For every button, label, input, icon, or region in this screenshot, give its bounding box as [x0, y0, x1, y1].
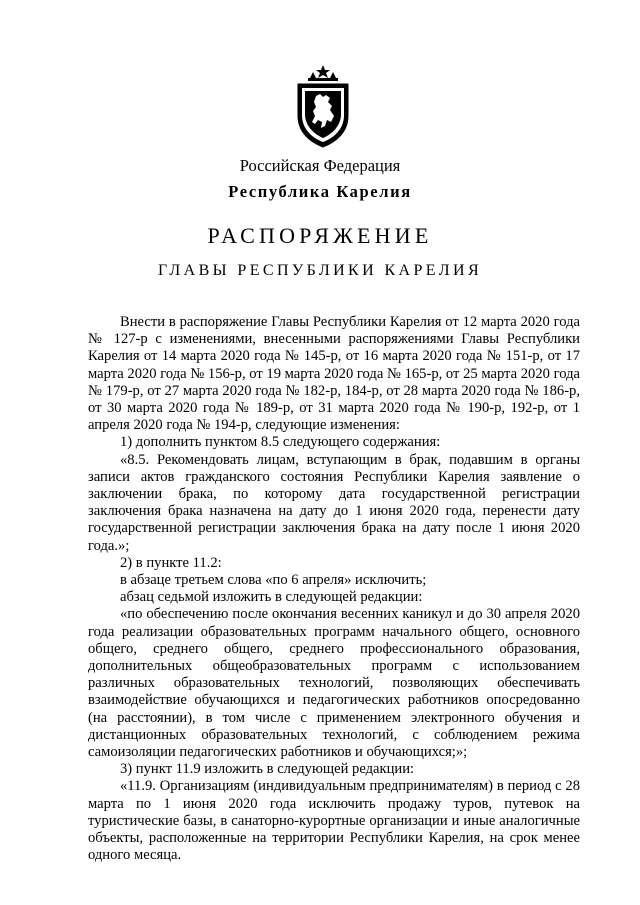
federation-line: Российская Федерация — [239, 156, 401, 175]
paragraph-item-2: 2) в пункте 11.2: — [120, 554, 222, 571]
paragraph-item-3-text: «11.9. Организациям (индивидуальным предпринимателям) в период с 28 марта по 1 июня 2020 года исключить продажу туров, путевок на туристические базы, в санаторно-курортные организации и иные аналогичные объекты, расположенные на территории Республики Карелия, на срок менее одного месяца. — [88, 778, 580, 864]
paragraph-item-2-text: «по обеспечению после окончания весенних каникул и до 30 апреля 2020 года реализации образовательных программ начального общего, основного общего, среднего общего, среднего профессионального образования, дополнительных общеобразовательных программ с использованием различных образовательных технологий, позволяющих обеспечивать взаимодействие обучающихся и педагогических работников опосредованно (на расстоянии), в том числе с применением электронного обучения и дистанционных образовательных технологий, с соблюдением режима самоизоляции педагогических работников и обучающихся;»; — [88, 606, 580, 761]
paragraph-intro: Внести в распоряжение Главы Республики Карелия от 12 марта 2020 года № 127-р с изменениями, внесенными распоряжениями Главы Республики Карелия от 14 марта 2020 года № 145-р, от 16 марта 2020 года № 151-р, от 17 марта 2020 года № 156-р, от 19 марта 2020 года № 165-р, от 25 марта 2020 года № 179-р, от 27 марта 2020 года № 182-р, 184-р, от 28 марта 2020 года № 186-р, от 30 марта 2020 года № 189-р, от 31 марта 2020 года № 190-р, 192-р, от 1 апреля 2020 года № 194-р, следующие изменения: — [88, 314, 580, 434]
document-body — [88, 314, 580, 865]
paragraph-item-1-text: «8.5. Рекомендовать лицам, вступающим в брак, подавшим в органы записи актов гражданского состояния Республики Карелия заявление о заключении брака, по которому дата государственной регистрации заключения брака назначена на дату до 1 июня 2020 года, перенести дату государственной регистрации заключения брака на дату после 1 июня 2020 года.»; — [88, 451, 580, 554]
paragraph-item-2-b: абзац седьмой изложить в следующей редакции: — [120, 589, 423, 606]
document-issuer: ГЛАВЫ РЕСПУБЛИКИ КАРЕЛИЯ — [157, 262, 483, 279]
republic-line: Республика Карелия — [228, 182, 412, 201]
paragraph-item-2-a: в абзаце третьем слова «по 6 апреля» исключить; — [120, 572, 427, 589]
paragraph-item-1: 1) дополнить пунктом 8.5 следующего содержания: — [120, 434, 441, 451]
document-title: РАСПОРЯЖЕНИЕ — [207, 223, 433, 248]
coat-of-arms-icon — [292, 64, 354, 148]
paragraph-item-3: 3) пункт 11.9 изложить в следующей редакции: — [120, 761, 415, 778]
crown-star-icon — [308, 65, 338, 81]
